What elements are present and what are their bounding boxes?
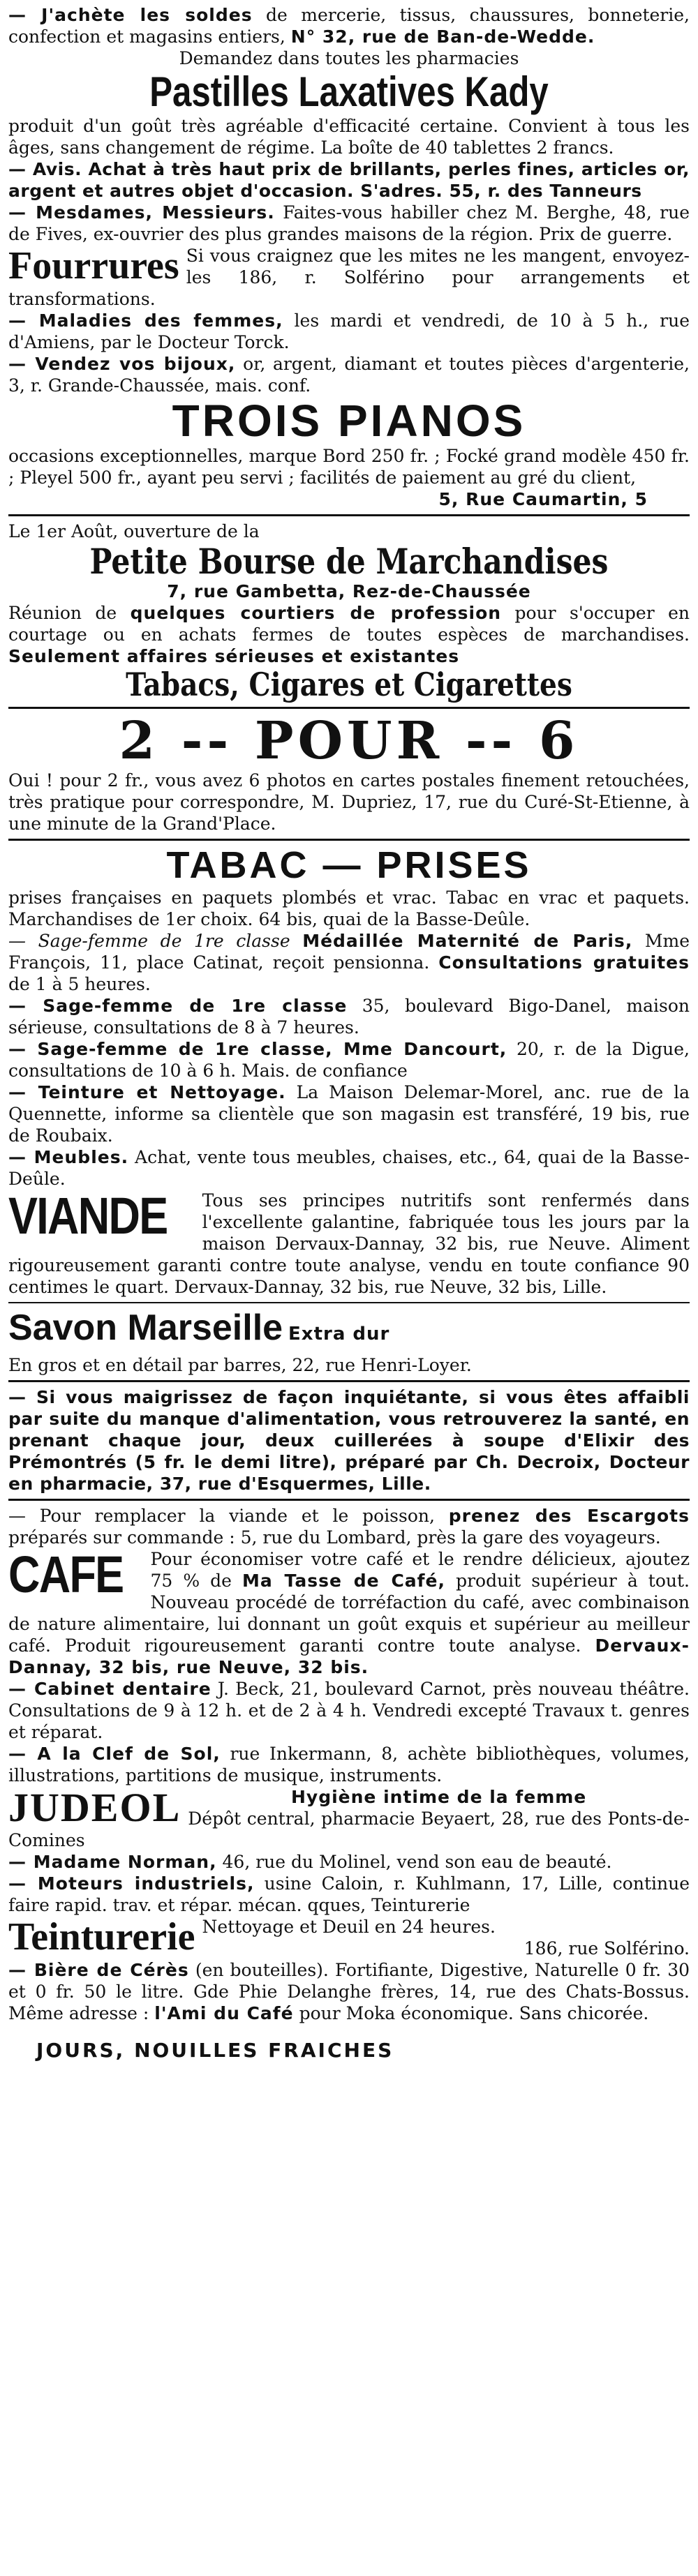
- sage-femme-3-bold: — Sage-femme de 1re classe, Mme Dancourt,: [8, 1038, 507, 1059]
- newspaper-classifieds-column: [8, 0, 690, 2061]
- ad-maladies: [8, 310, 690, 353]
- sage-femme-1-bold: Médaillée Maternité de Paris,: [302, 930, 633, 951]
- deux-pour-six-title: 2 -- POUR -- 6: [119, 710, 579, 771]
- bourse-intro: Le 1er Août, ouverture de la: [8, 521, 260, 542]
- sage-femme-1-bold-2: Consultations gratuites: [438, 952, 690, 973]
- cafe-title: CAFE: [8, 1545, 124, 1603]
- ad-judeol: [8, 1786, 690, 1851]
- pastilles-title: Pastilles Laxatives Kady: [149, 68, 549, 115]
- escargots-text-2: préparés sur commande : 5, rue du Lombard, près la gare des voyageurs.: [8, 1527, 661, 1548]
- ad-bijoux: [8, 353, 690, 396]
- cafe-address: Dervaux-Dannay, 32 bis, rue Neuve, 32 bis.: [8, 1635, 690, 1677]
- tabac-prises-title: TABAC — PRISES: [166, 844, 532, 887]
- teinturerie-text: Nettoyage et Deuil en 24 heures.: [202, 1916, 496, 1937]
- sage-femme-2-bold: — Sage-femme de 1re classe: [8, 995, 348, 1016]
- ad-sage-femme-1: [8, 930, 690, 995]
- escargots-bold: prenez des Escargots: [448, 1505, 690, 1526]
- ad-biere: [8, 1959, 690, 2024]
- ad-mesdames-text: Faites-vous habiller chez M. Berghe, 48, rue de Fives, ex-ouvrier des plus grandes maisons de la région. Prix de guerre.: [8, 202, 690, 244]
- savon-text: En gros et en détail par barres, 22, rue Henri-Loyer.: [8, 1354, 472, 1375]
- cafe-text-1: Pour économiser votre café et le rendre délicieux, ajoutez 75 % de: [150, 1548, 690, 1591]
- escargots-text: — Pour remplacer la viande et le poisson,: [8, 1505, 435, 1526]
- ad-soldes-heading: — J'achète les soldes: [8, 5, 253, 25]
- bourse-title: Petite Bourse de Marchandises: [89, 541, 609, 583]
- divider: [8, 1302, 690, 1303]
- ad-escargots: [8, 1505, 690, 1548]
- ad-sage-femme-3: [8, 1038, 690, 1081]
- ad-sage-femme-2: [8, 995, 690, 1038]
- dentaire-text: J. Beck, 21, boulevard Carnot, près nouveau théâtre. Consultations de 9 à 12 h. et de 2 à 4 h. Vendredi excepté Travaux t. genres et réparat.: [8, 1678, 690, 1742]
- ad-viande: [8, 1186, 690, 1298]
- dentaire-bold: — Cabinet dentaire: [8, 1678, 211, 1699]
- cafe-bold: Ma Tasse de Café,: [242, 1570, 445, 1591]
- sage-femme-1-text: Mme François, 11, place Catinat, reçoit pensionna.: [8, 930, 690, 973]
- divider: [8, 1499, 690, 1501]
- biere-text-2: pour Moka économique. Sans chicorée.: [299, 2002, 649, 2023]
- biere-bold-2: l'Ami du Café: [154, 2002, 294, 2023]
- deux-pour-six-text: Oui ! pour 2 fr., vous avez 6 photos en cartes postales finement retouchées, très pratique pour correspondre, M. Dupriez, 17, rue du Curé-St-Etienne, à une minute de la Grand'Place.: [8, 770, 690, 834]
- ad-teinture: [8, 1081, 690, 1146]
- sage-femme-3-text: 20, r. de la Digue, consultations de 10 à 6 h. Mais. de confiance: [8, 1038, 690, 1081]
- savon-title: Savon Marseille: [8, 1307, 283, 1348]
- ad-maladies-heading: — Maladies des femmes,: [8, 310, 283, 331]
- moteurs-text: usine Caloin, r. Kuhlmann, 17, Lille, continue faire rapid. trav. et répar. mécan. qques, Teinturerie: [8, 1873, 690, 1915]
- savon-extra: Extra dur: [288, 1323, 390, 1345]
- ad-savon: [8, 1308, 690, 1376]
- ad-fourrures: [8, 245, 690, 310]
- fourrures-title: Fourrures: [8, 244, 179, 287]
- norman-bold: — Madame Norman,: [8, 1851, 217, 1872]
- ad-bijoux-heading: — Vendez vos bijoux,: [8, 354, 236, 374]
- ad-maladies-text: les mardi et vendredi, de 10 à 5 h., rue d'Amiens, par le Docteur Torck.: [8, 310, 690, 352]
- cafe-text-2: produit supérieur à tout. Nouveau procédé de torréfaction du café, avec combinaison de nature alimentaire, lui donnant un goût exquis et supérieur au meilleur café. Produit rigoureusement garanti contre toute analyse.: [8, 1570, 690, 1656]
- viande-text: Tous ses principes nutritifs sont renfermés dans l'excellente galantine, fabriquée tous les jours par la maison Dervaux-Dannay, 32 bis, rue Neuve. Aliment rigoureusement garanti contre toute analyse, vendu en toute confiance 90 centimes le quart. Dervaux-Dannay, 32 bis, rue Neuve, 32 bis, Lille.: [8, 1190, 690, 1297]
- ad-avis: — Avis. Achat à très haut prix de brillants, perles fines, articles or, argent et autres objet d'occasion. S'adres. 55, r. des Tanneurs: [8, 159, 690, 201]
- pastilles-note: Demandez dans toutes les pharmacies: [179, 48, 519, 68]
- sage-femme-2-text: 35, boulevard Bigo-Danel, maison sérieuse, consultations de 8 à 7 heures.: [8, 995, 690, 1038]
- ad-cafe: [8, 1545, 690, 1678]
- teinturerie-address: 186, rue Solférino.: [524, 1938, 690, 1959]
- teinturerie-title: Teinturerie: [8, 1915, 195, 1959]
- judeol-text: Dépôt central, pharmacie Beyaert, 28, rue des Ponts-de-Comines: [8, 1808, 690, 1850]
- bourse-text: [8, 602, 690, 667]
- meubles-text: Achat, vente tous meubles, chaises, etc., 64, quai de la Basse-Deûle.: [8, 1146, 690, 1189]
- bourse-text-2: pour s'occuper en courtage ou en achats fermes de toutes espèces de marchandises.: [8, 603, 690, 645]
- sage-femme-1-lead: — Sage-femme de 1re classe: [8, 930, 290, 951]
- ad-mesdames-heading: — Mesdames, Messieurs.: [8, 202, 275, 223]
- divider: [8, 1380, 690, 1382]
- teinture-text: La Maison Delemar-Morel, anc. rue de la Quennette, informe sa clientèle que son magasin est transféré, 19 bis, rue de Roubaix.: [8, 1081, 690, 1146]
- biere-bold: — Bière de Cérès: [8, 1959, 189, 1980]
- norman-text: 46, rue du Molinel, vend son eau de beauté.: [222, 1851, 612, 1872]
- sage-femme-1-text-2: de 1 à 5 heures.: [8, 973, 151, 994]
- fourrures-text: Si vous craignez que les mites ne les mangent, envoyez-les 186, r. Solférino pour arrangements et transformations.: [8, 246, 690, 309]
- ad-mesdames: [8, 202, 690, 245]
- divider: [8, 514, 690, 516]
- ad-maigrissez: — Si vous maigrissez de façon inquiétante, si vous êtes affaibli par suite du manque d'alimentation, vous retrouverez la santé, en prenant chaque jour, deux cuillerées à soupe d'Elixir des Prémontrés (5 fr. le demi litre), préparé par Ch. Decroix, Docteur en pharmacie, 37, rue d'Esquermes, Lille.: [8, 1386, 690, 1494]
- divider: [8, 839, 690, 841]
- pianos-address: 5, Rue Caumartin, 5: [438, 489, 648, 510]
- ad-meubles: [8, 1146, 690, 1190]
- clef-text: rue Inkermann, 8, achète bibliothèques, volumes, illustrations, partitions de musique, instruments.: [8, 1743, 690, 1785]
- clef-bold: — A la Clef de Sol,: [8, 1743, 221, 1764]
- pastilles-text: produit d'un goût très agréable d'efficacité certaine. Convient à tous les âges, sans changement de régime. La boîte de 40 tablettes 2 francs.: [8, 116, 690, 158]
- ad-moteurs: [8, 1873, 690, 1916]
- judeol-bold: Hygiène intime de la femme: [290, 1786, 587, 1807]
- ad-norman: [8, 1851, 690, 1873]
- bourse-bold-1: quelques courtiers de profession: [130, 603, 502, 624]
- bourse-text-1: Réunion de: [8, 603, 117, 624]
- ad-teinturerie: [8, 1916, 690, 1959]
- tabac-prises-text: prises françaises en paquets plombés et vrac. Tabac en vrac et paquets. Marchandises de 1er choix. 64 bis, quai de la Basse-Deûle.: [8, 887, 690, 929]
- ad-clef-de-sol: [8, 1743, 690, 1786]
- teinture-bold: — Teinture et Nettoyage.: [8, 1081, 286, 1102]
- judeol-title: JUDEOL: [8, 1784, 181, 1830]
- ad-soldes: [8, 4, 690, 47]
- pianos-title: TROIS PIANOS: [172, 396, 526, 446]
- savon-heading-line: [8, 1308, 690, 1354]
- ad-bijoux-text: or, argent, diamant et toutes pièces d'argenterie, 3, r. Grande-Chaussée, mais. conf.: [8, 354, 690, 396]
- ad-dentaire: [8, 1678, 690, 1743]
- divider: [8, 707, 690, 709]
- meubles-bold: — Meubles.: [8, 1146, 129, 1167]
- viande-title: VIANDE: [8, 1186, 168, 1245]
- biere-text: (en bouteilles). Fortifiante, Digestive, Naturelle 0 fr. 30 et 0 fr. 50 le litre. Gde Phie Delanghe frères, 14, rue des Chats-Bossus. Même adresse :: [8, 1959, 690, 2023]
- moteurs-bold: — Moteurs industriels,: [8, 1873, 255, 1894]
- bourse-bold-2: Seulement affaires sérieuses et existantes: [8, 646, 460, 667]
- pianos-text: occasions exceptionnelles, marque Bord 250 fr. ; Focké grand modèle 450 fr. ; Pleyel 500 fr., ayant peu servi ; facilités de paiement au gré du client,: [8, 446, 690, 488]
- bourse-address: 7, rue Gambetta, Rez-de-Chaussée: [167, 581, 531, 602]
- tabacs-title: Tabacs, Cigares et Cigarettes: [126, 666, 572, 704]
- ad-soldes-text: de mercerie, tissus, chaussures, bonneterie, confection et magasins entiers,: [8, 5, 690, 47]
- nouilles-heading: JOURS, NOUILLES FRAICHES: [36, 2038, 394, 2062]
- ad-soldes-address: N° 32, rue de Ban-de-Wedde.: [290, 27, 595, 47]
